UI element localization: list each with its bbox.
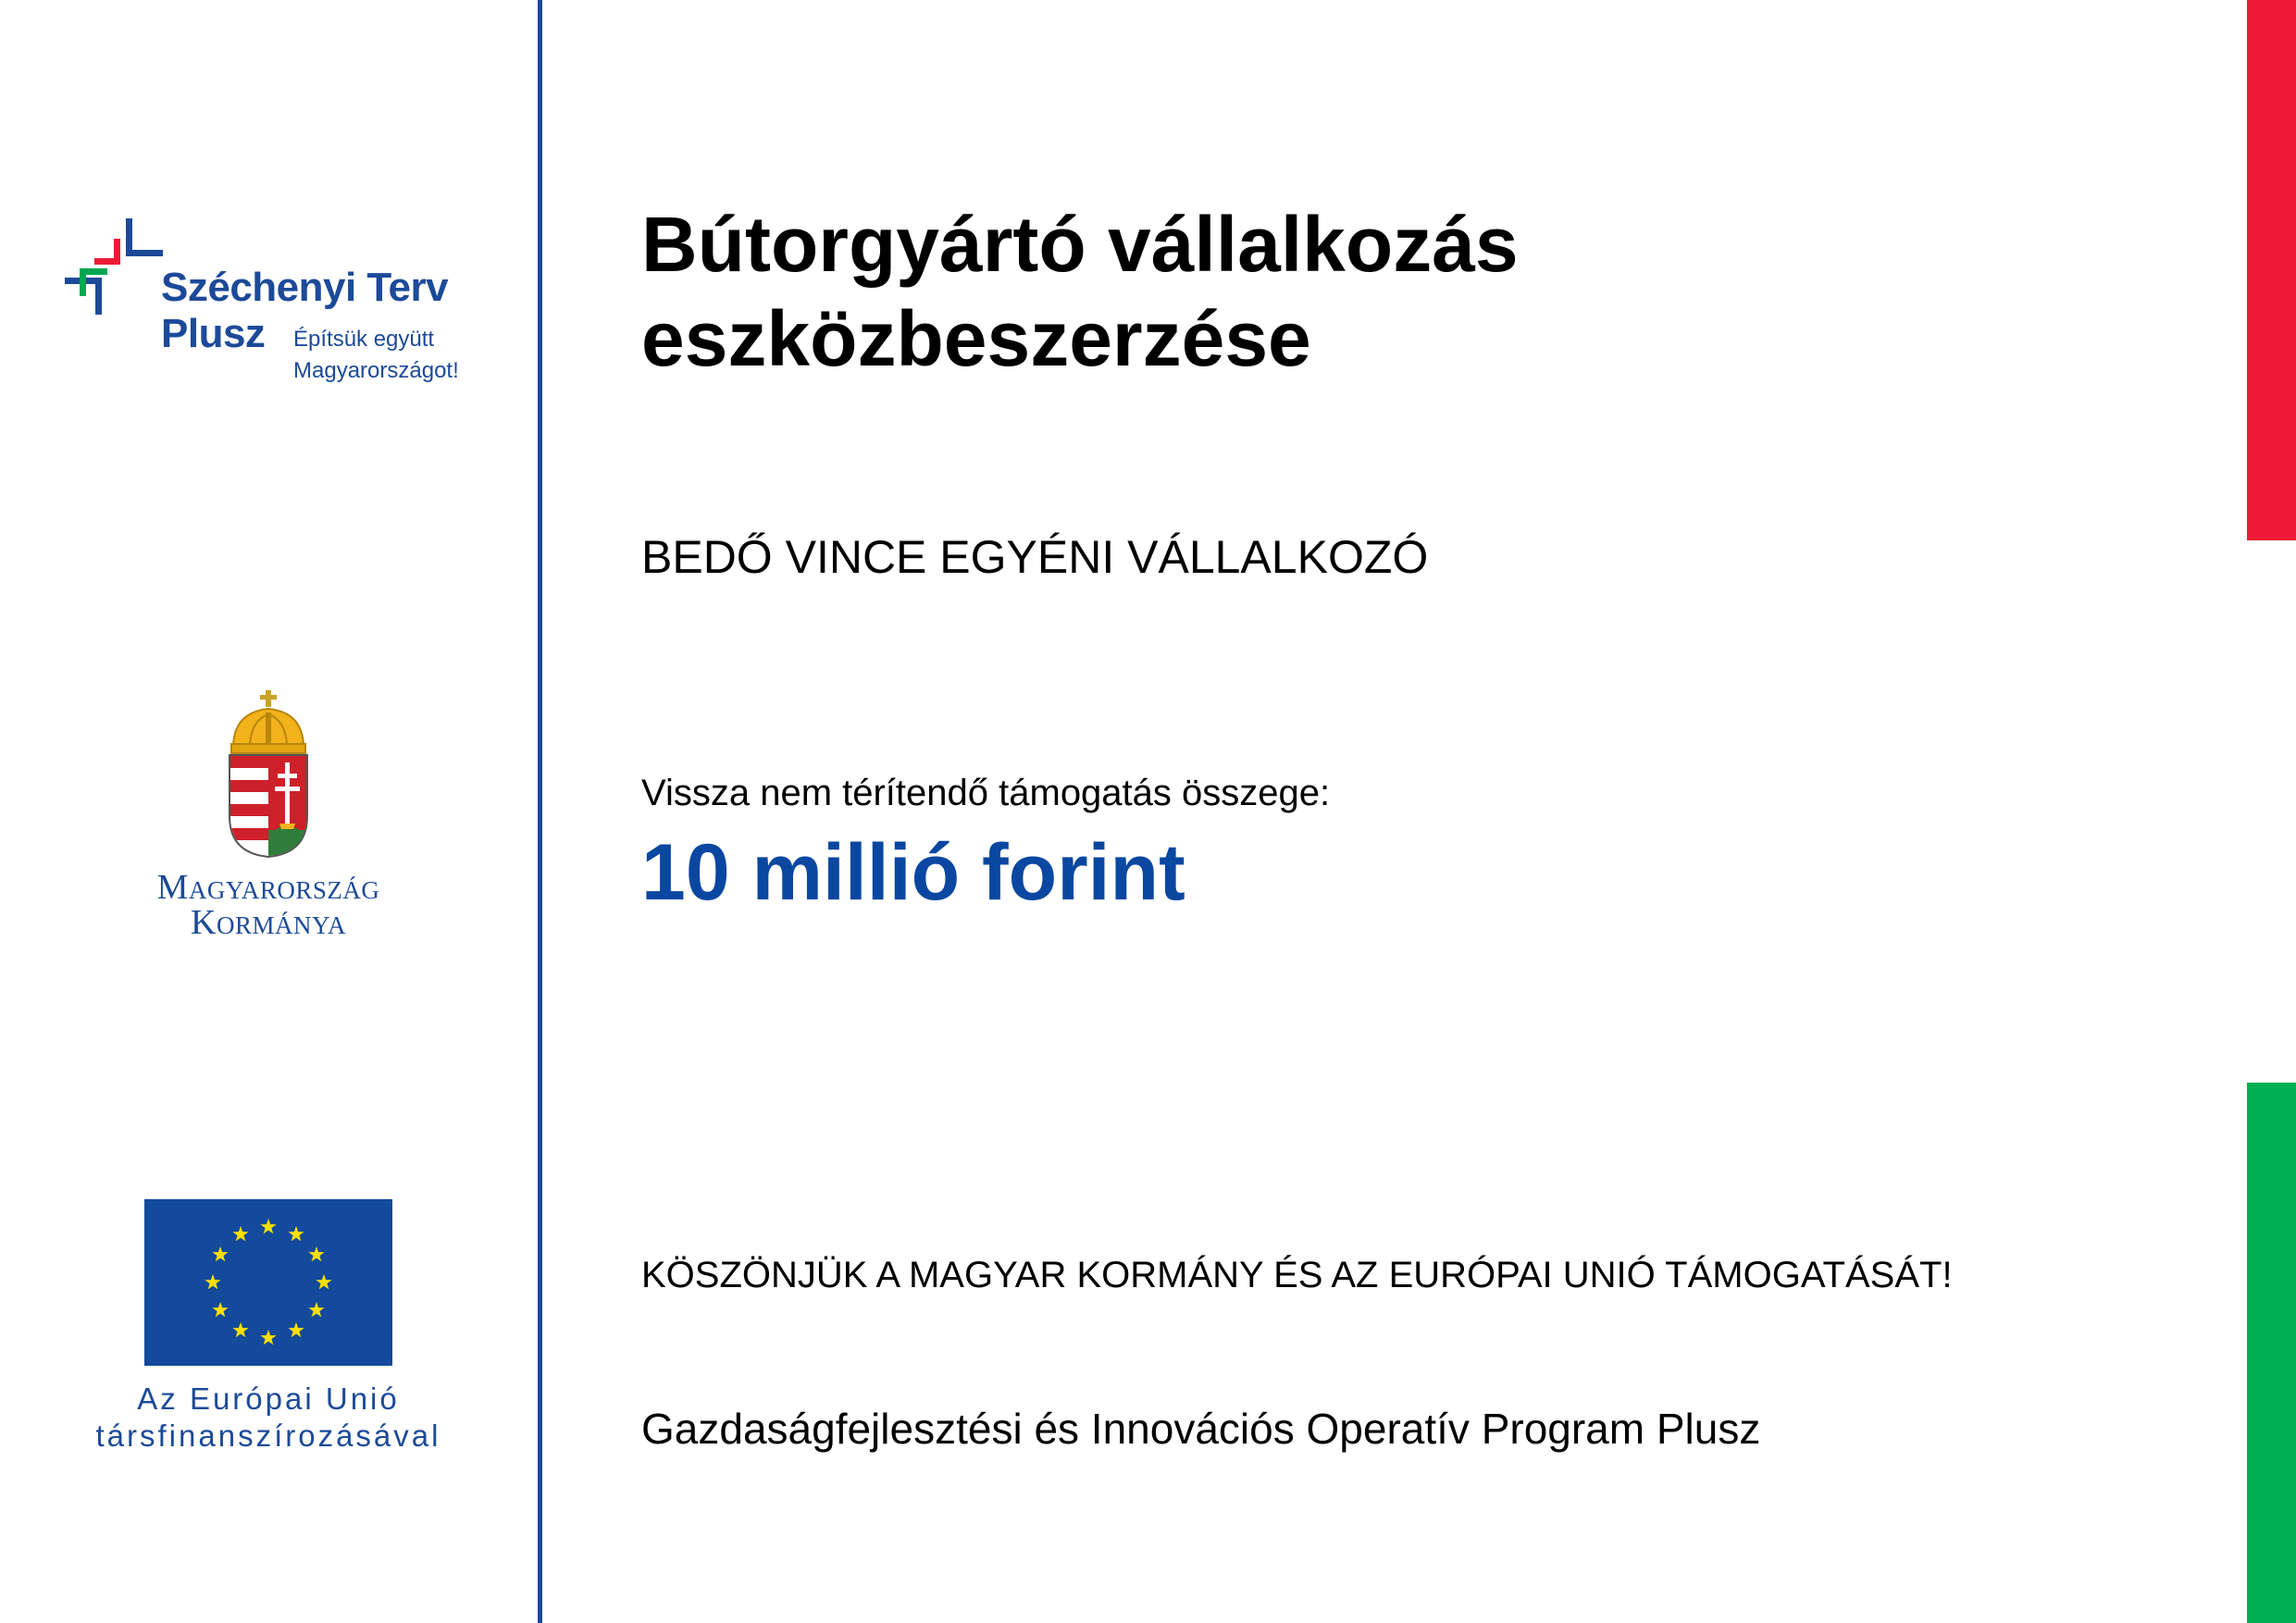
eu-flag-icon <box>144 1199 392 1366</box>
hungarian-coat-of-arms-icon <box>222 688 315 859</box>
flag-stripe-red <box>2247 0 2296 540</box>
szechenyi-title-line2: Plusz <box>161 311 266 356</box>
government-name-line1: Magyarország <box>156 868 380 907</box>
flag-stripe-green <box>2247 1083 2296 1623</box>
thank-you-statement: KÖSZÖNJÜK A MAGYAR KORMÁNY ÉS AZ EURÓPAI UNIÓ TÁMOGATÁSÁT! <box>641 1255 1953 1295</box>
hungarian-government-logo <box>120 688 416 948</box>
eu-caption <box>91 1381 446 1455</box>
szechenyi-cross-mark-icon <box>63 217 165 318</box>
grant-amount-label: Vissza nem térítendő támogatás összege: <box>641 773 1331 813</box>
project-title-line2: eszközbeszerzése <box>641 295 1311 382</box>
project-title-line1: Bútorgyártó vállalkozás <box>641 201 1519 288</box>
eu-cofinancing-logo <box>91 1199 446 1458</box>
szechenyi-slogan-line2: Magyarországot! <box>293 358 459 383</box>
grant-amount-value: 10 millió forint <box>641 828 1185 917</box>
project-title <box>641 197 2215 386</box>
government-name-line2: Kormánya <box>191 903 346 942</box>
vertical-divider <box>538 0 542 1623</box>
beneficiary-name: BEDŐ VINCE EGYÉNI VÁLLALKOZÓ <box>641 531 1429 583</box>
szechenyi-terv-plusz-logo <box>63 217 498 392</box>
government-name <box>120 870 416 940</box>
szechenyi-slogan-line1: Építsük együtt <box>293 327 435 352</box>
eu-caption-line1: Az Európai Unió <box>137 1381 400 1416</box>
eu-caption-line2: társfinanszírozásával <box>95 1419 441 1453</box>
program-name: Gazdaságfejlesztési és Innovációs Operatív Program Plusz <box>641 1405 1761 1453</box>
szechenyi-slogan <box>293 324 459 387</box>
szechenyi-title-line1: Széchenyi Terv <box>161 265 449 310</box>
